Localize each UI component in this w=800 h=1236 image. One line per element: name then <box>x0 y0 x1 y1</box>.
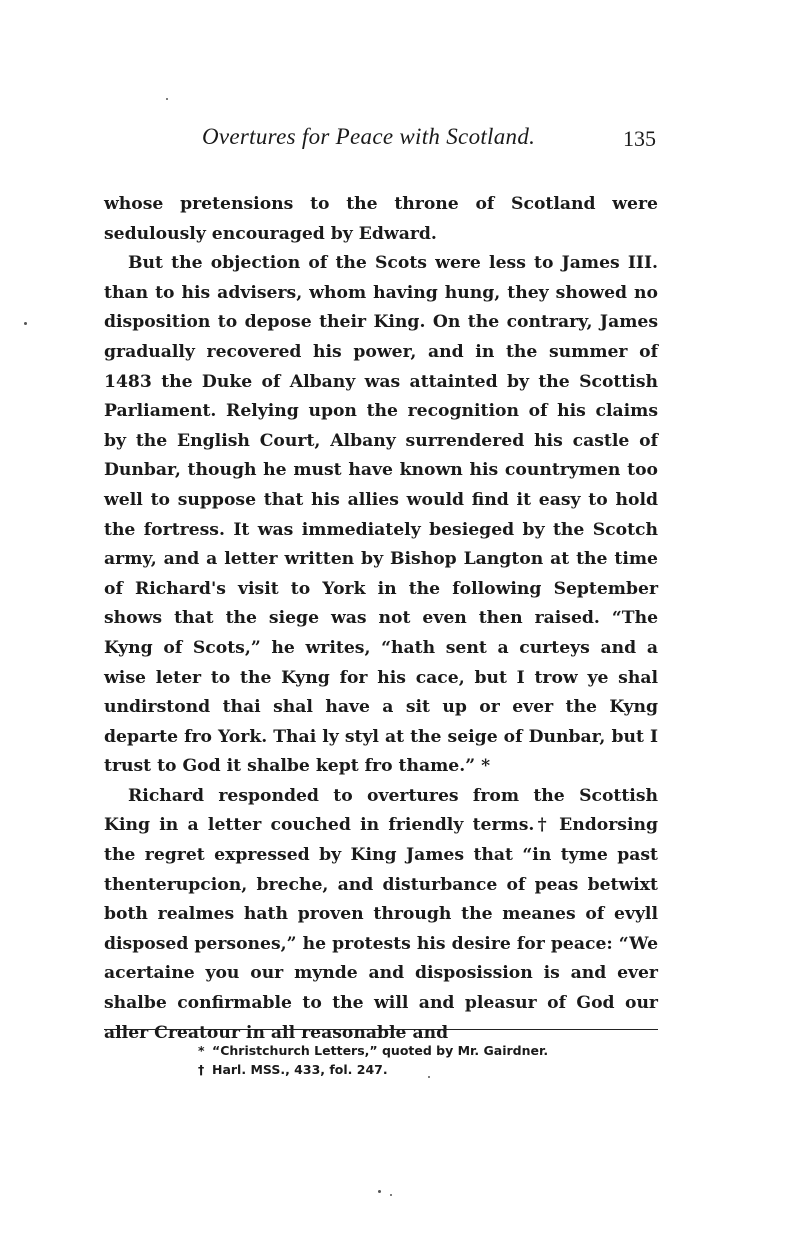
footnote-text: “Christchurch Letters,” quoted by Mr. Gairdner. <box>212 1043 549 1058</box>
page-number: 135 <box>623 126 656 151</box>
paper-speck <box>428 1076 430 1078</box>
footnote <box>198 1041 638 1060</box>
footnote <box>198 1060 638 1079</box>
paragraph: But the objection of the Scots were less to James III. than to his advisers, whom having hung, they showed no disposition to depose their King. On the contrary, James gradually recovered his power, and in the summer of 1483 the Duke of Albany was attainted by the Scottish Parliament. Relying upon the recognition of his claims by the English Court, Albany surrendered his castle of Dunbar, though he must have known his countrymen too well to suppose that his allies would find it easy to hold the fortress. It was immediately besieged by the Scotch army, and a letter written by Bishop Langton at the time of Richard's visit to York in the following September shows that the siege was not even then raised. “The Kyng of Scots,” he writes, “hath sent a curteys and a wise leter to the Kyng for his cace, but I trow ye shal undirstond thai shal have a sit up or ever the Kyng departe fro York. Thai ly styl at the seige of Dunbar, but I trust to God it shalbe kept fro thame.” * <box>104 253 658 777</box>
paragraph: Richard responded to overtures from the Scottish King in a letter couched in friendly terms.† Endorsing the regret expressed by King James that “in tyme past thenterupcion, breche, and disturbance of peas betwixt both realmes hath proven through the meanes of evyll disposed persones,” he protests his desire for peace: “We acertaine you our mynde and disposission is and ever shalbe confirmable to the will and pleasur of God our aller Creatour in all reasonable and <box>104 785 658 1043</box>
footnote-divider <box>104 1029 658 1030</box>
footnote-mark: * <box>198 1043 205 1058</box>
paper-speck <box>390 1194 392 1196</box>
paper-speck <box>378 1190 381 1193</box>
paper-speck <box>24 322 27 325</box>
running-title: Overtures for Peace with Scotland. <box>202 124 536 149</box>
paper-speck <box>166 98 168 100</box>
footnote-text: Harl. MSS., 433, fol. 247. <box>212 1062 388 1077</box>
running-head <box>104 124 658 160</box>
footnotes <box>198 1041 638 1079</box>
footnote-mark: † <box>198 1062 205 1077</box>
paragraph: whose pretensions to the throne of Scotland were sedulously encouraged by Edward. <box>104 194 658 244</box>
body-text <box>104 190 658 1048</box>
